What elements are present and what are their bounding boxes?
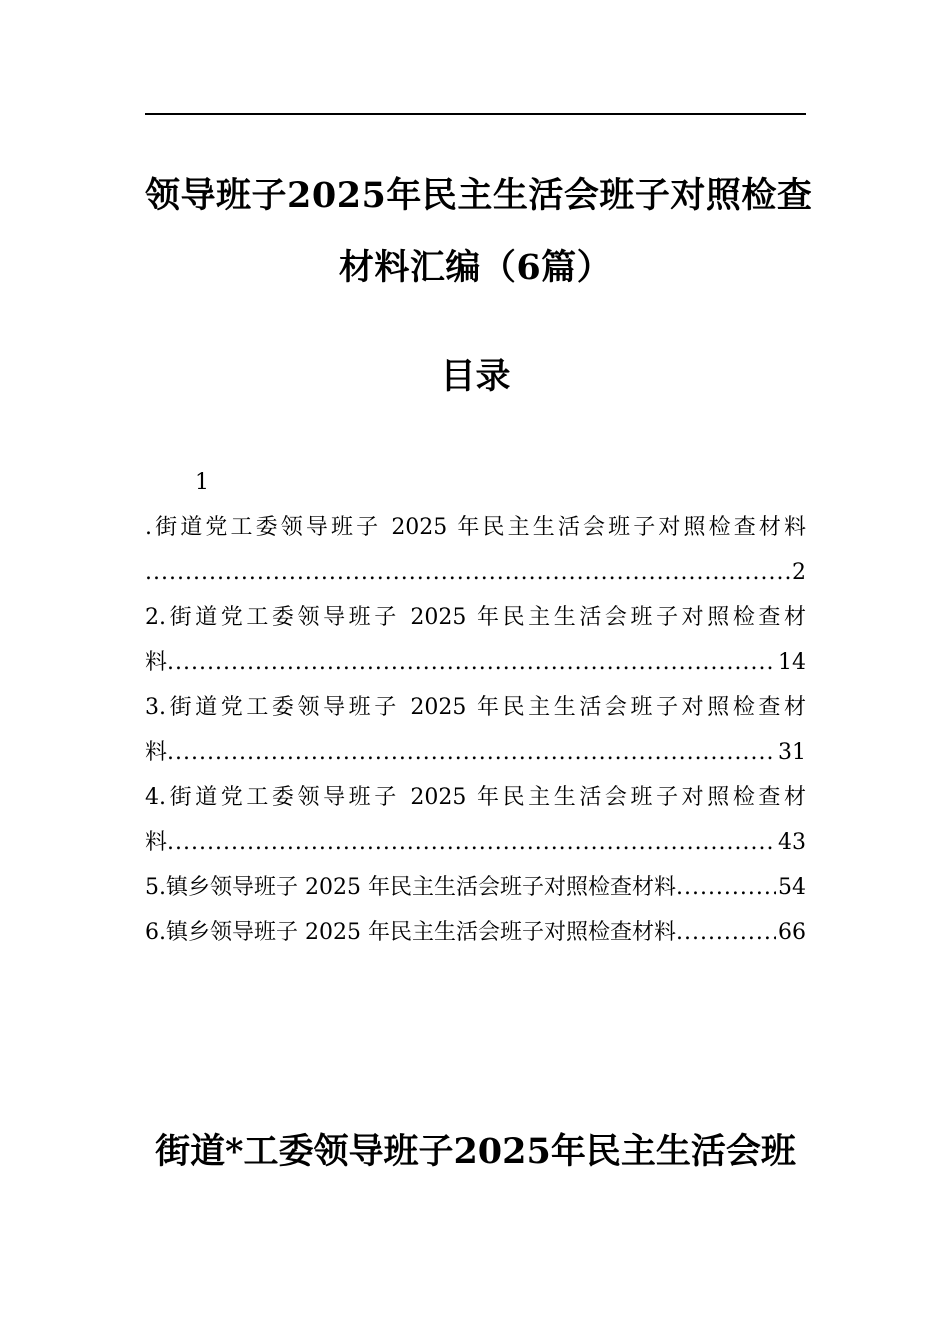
toc-entry-title: 3.街道党工委领导班子 2025 年民主生活会班子对照检查材	[145, 695, 806, 720]
toc-page-number: 43	[778, 830, 806, 855]
table-of-contents	[145, 460, 806, 955]
section-title: 街道*工委领导班子2025年民主生活会班	[155, 1131, 796, 1172]
toc-page-number: 2	[792, 560, 806, 585]
toc-entry-title: 2.街道党工委领导班子 2025 年民主生活会班子对照检查材	[145, 605, 806, 630]
toc-dot-leader	[145, 550, 790, 595]
toc-page-number: 54	[778, 875, 806, 900]
toc-entry-1-number	[145, 460, 806, 505]
document-title-line-1: 领导班子2025年民主生活会班子对照检查	[145, 175, 813, 216]
document-title	[145, 160, 813, 304]
toc-entry-4-leader-line[interactable]	[145, 820, 806, 865]
toc-dot-leader	[167, 730, 776, 775]
toc-entry-title-continued: 料	[145, 650, 168, 675]
toc-entry-1[interactable]	[145, 505, 806, 550]
toc-entry-title: .街道党工委领导班子 2025 年民主生活会班子对照检查材料	[145, 515, 806, 540]
toc-entry-5[interactable]	[145, 865, 806, 910]
toc-entry-3-leader-line[interactable]	[145, 730, 806, 775]
toc-entry-title: 6.镇乡领导班子 2025 年民主生活会班子对照检查材料	[145, 920, 676, 945]
toc-entry-3[interactable]	[145, 685, 806, 730]
toc-dot-leader	[167, 640, 776, 685]
toc-page-number: 31	[778, 740, 806, 765]
toc-entry-4[interactable]	[145, 775, 806, 820]
toc-dot-leader	[676, 865, 776, 910]
toc-entry-title-continued: 料	[145, 830, 168, 855]
toc-entry-title: 5.镇乡领导班子 2025 年民主生活会班子对照检查材料	[145, 875, 676, 900]
toc-dot-leader	[676, 910, 776, 955]
toc-entry-2[interactable]	[145, 595, 806, 640]
toc-dot-leader	[167, 820, 776, 865]
toc-entry-6[interactable]	[145, 910, 806, 955]
document-title-line-2: 材料汇编（6篇）	[338, 247, 613, 288]
toc-entry-title: 4.街道党工委领导班子 2025 年民主生活会班子对照检查材	[145, 785, 806, 810]
toc-heading: 目录	[440, 356, 511, 397]
toc-page-number: 14	[778, 650, 806, 675]
toc-entry-title-continued: 料	[145, 740, 168, 765]
header-rule	[145, 113, 806, 115]
toc-entry-1-leader-line[interactable]	[145, 550, 806, 595]
toc-entry-number: 1	[195, 470, 209, 495]
toc-page-number: 66	[778, 920, 806, 945]
toc-entry-2-leader-line[interactable]	[145, 640, 806, 685]
